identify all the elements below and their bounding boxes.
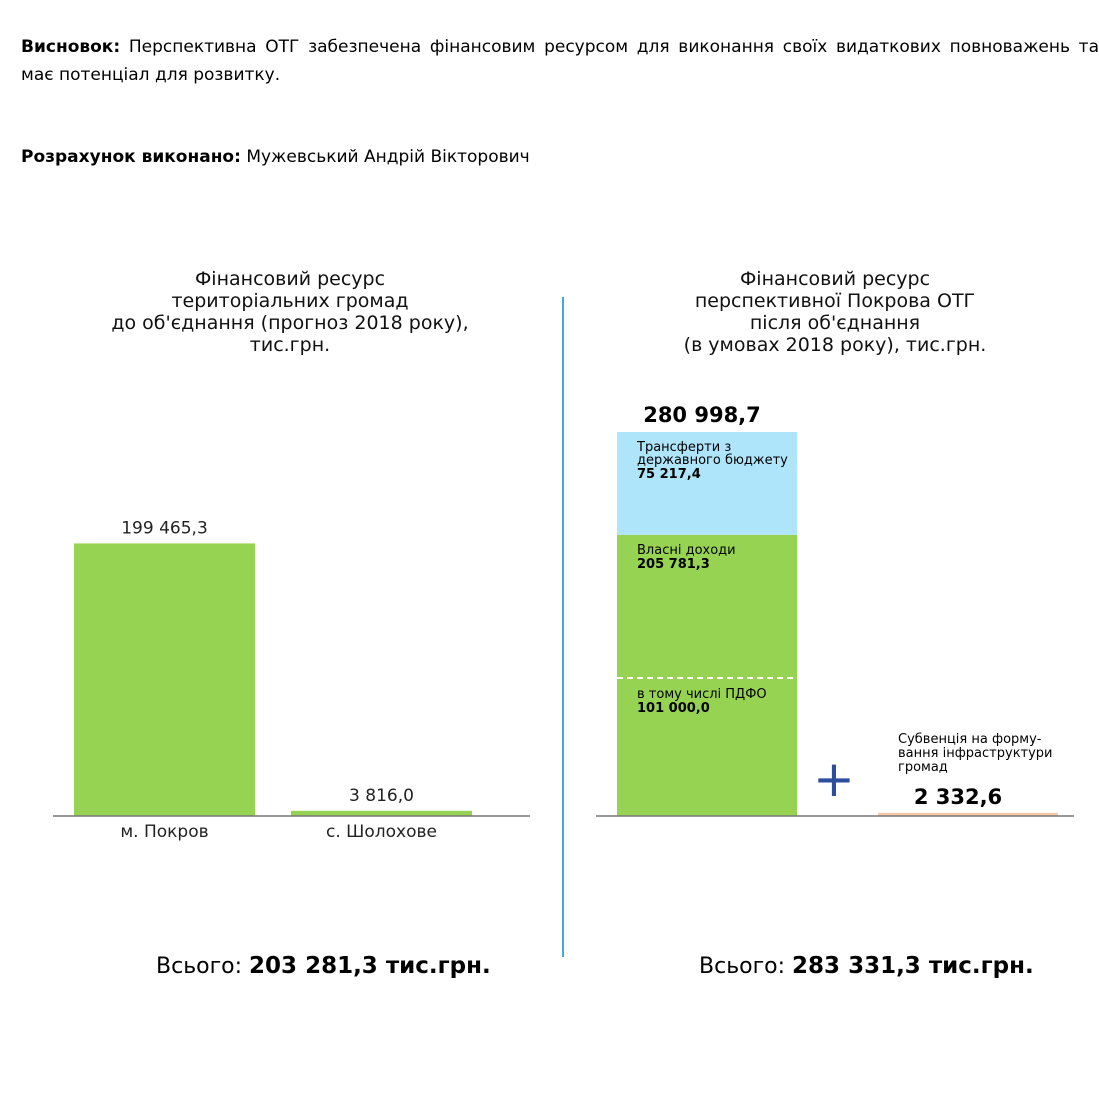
- pdfo-name-label: в тому числі ПДФО: [637, 686, 767, 702]
- own-revenue-value-label: 205 781,3: [637, 556, 710, 572]
- total-right-value: 283 331,3 тис.грн.: [792, 953, 1034, 979]
- conclusion-label: Висновок:: [21, 37, 121, 57]
- total-left-value: 203 281,3 тис.грн.: [249, 953, 491, 979]
- own-revenue-name-label: Власні доходи: [637, 542, 736, 558]
- total-right-label: Всього:: [699, 954, 786, 979]
- bar-value-label-1: 199 465,3: [121, 518, 208, 539]
- total-right: [699, 953, 1034, 979]
- stacked-total-label: 280 998,7: [643, 403, 761, 427]
- chart-title-right: Фінансовий ресурс перспективної Покрова ОТГ після об'єднання (в умовах 2018 року), тис.грн.: [683, 268, 987, 356]
- total-left-label: Всього:: [156, 954, 243, 979]
- conclusion-paragraph: [21, 33, 1099, 89]
- pdfo-value-label: 101 000,0: [637, 700, 710, 716]
- subvention-name-label: Субвенція на форму-вання інфраструктури громад: [898, 732, 1053, 775]
- category-label-1: м. Покров: [120, 822, 209, 842]
- calculation-line: [21, 145, 530, 169]
- chart-right: [570, 360, 1099, 860]
- bar-value-label-2: 3 816,0: [349, 785, 414, 806]
- stack-segment-own-revenue: [617, 535, 797, 816]
- chart-left: [0, 360, 560, 860]
- conclusion-text: Перспективна ОТГ забезпечена фінансовим ресурсом для виконання своїх видаткових повноважень та має потенціал для розвитку.: [21, 37, 1099, 85]
- transfers-name-label: Трансферти з державного бюджету: [637, 440, 788, 468]
- calculation-author: Мужевський Андрій Вікторович: [246, 147, 530, 167]
- subvention-value-label: 2 332,6: [913, 785, 1003, 809]
- plus-icon: +: [813, 750, 855, 808]
- chart-title-left: Фінансовий ресурс територіальних громад до об'єднання (прогноз 2018 року), тис.грн.: [111, 268, 469, 356]
- total-left: [156, 953, 491, 979]
- calculation-label: Розрахунок виконано:: [21, 147, 241, 167]
- bar-2: [291, 811, 472, 816]
- transfers-value-label: 75 217,4: [637, 467, 701, 482]
- category-label-2: с. Шолохове: [326, 822, 437, 842]
- bar-1: [74, 543, 255, 816]
- chart-divider: [562, 297, 564, 957]
